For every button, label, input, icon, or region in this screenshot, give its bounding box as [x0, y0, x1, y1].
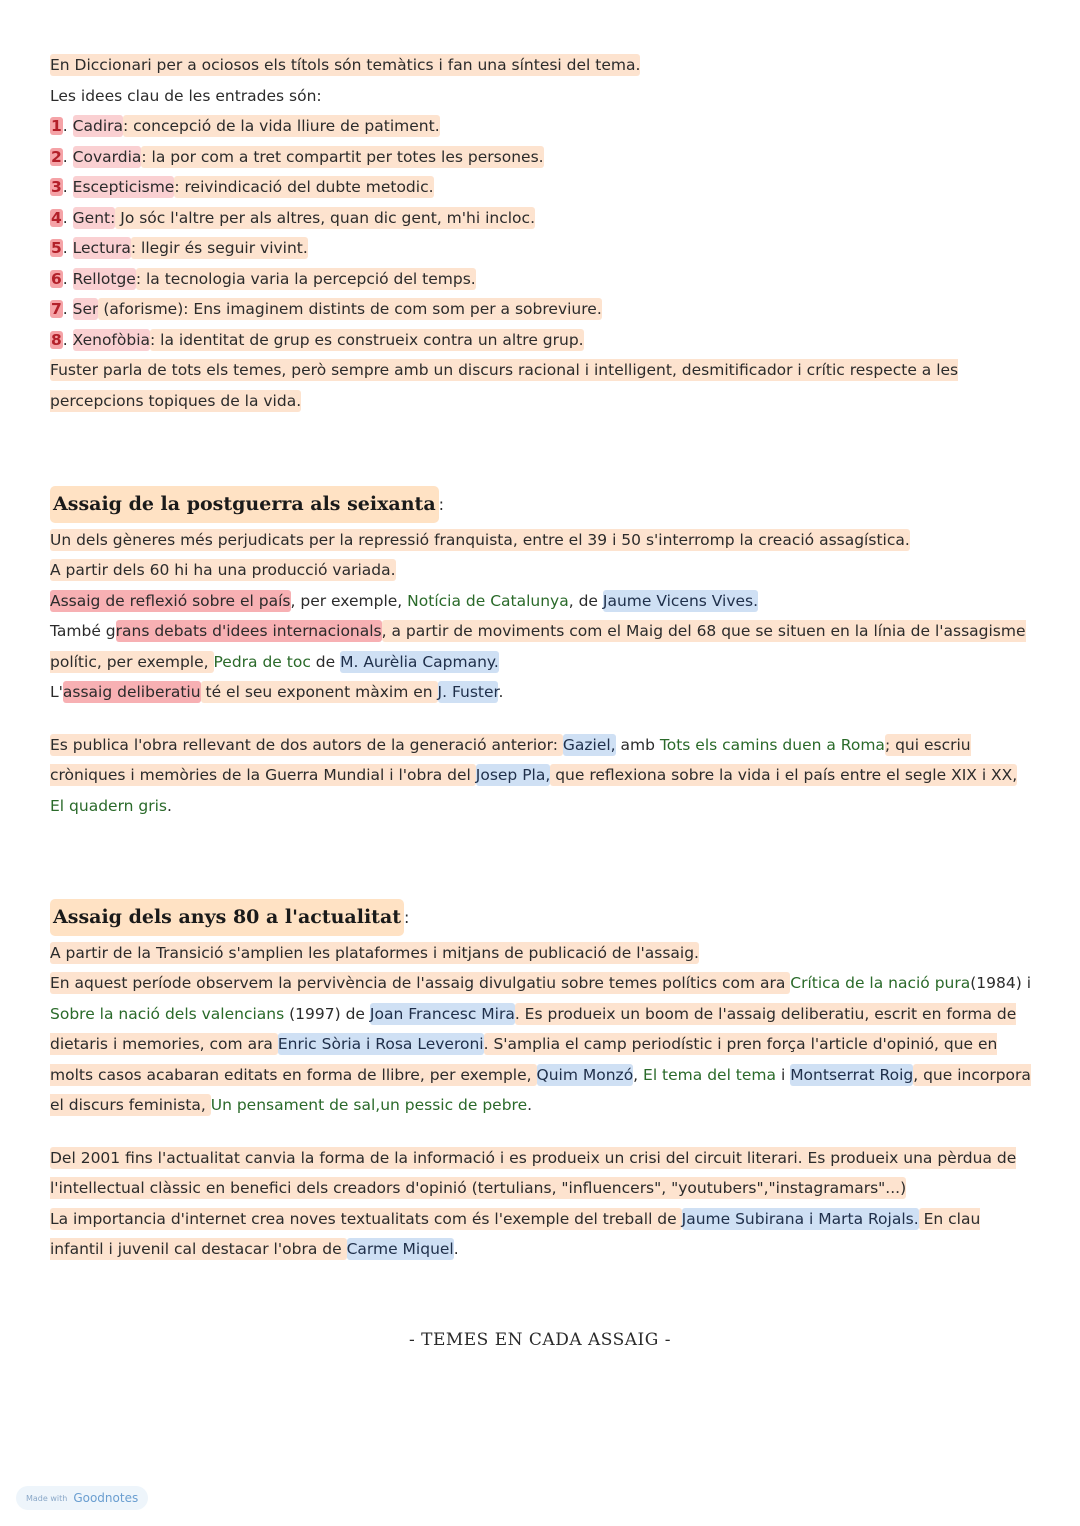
goodnotes-badge: [16, 1486, 148, 1510]
entry-term: Cadira: [72, 117, 123, 135]
entry-item: [50, 294, 1035, 325]
paragraph-text: . Es produeix un boom de l'assaig deliberatiu, escrit en forma de dietaris i memories, com ara: [50, 1004, 1017, 1053]
paragraph-text: . S'amplia el camp periodístic i pren força l'article d'opinió, que en molts casos acabaran editats en forma de llibre, per exemple,: [50, 1035, 998, 1084]
entry-term: Ser: [72, 300, 99, 318]
entry-item: [50, 172, 1035, 203]
paragraph-text: de: [310, 652, 341, 671]
paragraph: [50, 938, 1035, 969]
paragraph: [50, 1204, 1035, 1265]
entry-item: [50, 142, 1035, 173]
author-name: Jaume Subirana i Marta Rojals.: [681, 1209, 919, 1228]
entry-item: [50, 325, 1035, 356]
entry-number: 7: [51, 300, 62, 318]
entry-separator: .: [62, 330, 73, 349]
entry-separator: .: [62, 178, 73, 196]
entry-number: 2: [51, 147, 62, 166]
entry-separator: .: [62, 117, 73, 135]
paragraph-text: A partir dels 60 hi ha una producció variada.: [50, 561, 396, 579]
paragraph: [50, 968, 1035, 1121]
author-name: Quim Monzó: [536, 1065, 634, 1084]
paragraph-text: Un dels gèneres més perjudicats per la repressió franquista, entre el 39 i 50 s'interromp la creació assagística.: [50, 530, 910, 549]
paragraph-text: que reflexiona sobre la vida i el país entre el segle XIX i XX,: [550, 766, 1018, 784]
entry-term: Lectura: [72, 239, 131, 257]
paragraph: [50, 730, 1035, 822]
paragraph: [50, 677, 1035, 708]
section-title: Assaig dels anys 80 a l'actualitat: [50, 899, 404, 936]
entry-item: [50, 203, 1035, 234]
paragraph-text: L': [50, 683, 63, 701]
paragraph-text: En aquest període observem la pervivència de l'assaig divulgatiu sobre temes polítics com ara: [50, 974, 791, 992]
author-name: Montserrat Roig: [790, 1065, 914, 1084]
title-colon: :: [404, 908, 410, 927]
author-name: Jaume Vicens Vives.: [602, 591, 759, 610]
entry-description: : reivindicació del dubte metodic.: [174, 178, 434, 196]
work-title: Tots els camins duen a Roma: [659, 735, 885, 754]
paragraph-text: , per exemple,: [290, 591, 408, 610]
work-title: El tema del tema: [643, 1065, 777, 1084]
paragraph-text: .: [498, 683, 504, 701]
paragraph-text: .: [453, 1240, 459, 1258]
intro-text: Les idees clau de les entrades són:: [50, 86, 322, 105]
paragraph: [50, 616, 1035, 677]
section-heading: [50, 486, 1035, 523]
paragraph-text: , que incorpora el discurs feminista,: [50, 1065, 1031, 1114]
document-body: [50, 50, 1035, 1265]
entry-item: [50, 233, 1035, 264]
entry-number: 6: [51, 269, 62, 288]
paragraph-text: té el seu exponent màxim en: [200, 683, 438, 701]
section-postguerra: [50, 486, 1035, 821]
section-title: Assaig de la postguerra als seixanta: [50, 486, 439, 523]
closing-paragraph: [50, 355, 1035, 416]
section-actualitat: [50, 899, 1035, 1265]
author-name: J. Fuster: [437, 683, 499, 701]
paragraph: [50, 555, 1035, 586]
work-title: Un pensament de sal,un pessic de pebre: [210, 1096, 528, 1114]
entry-description: (aforisme): Ens imaginem distints de com som per a sobreviure.: [98, 300, 602, 318]
paragraph-text: També g: [50, 622, 116, 640]
highlight-term: Assaig de reflexió sobre el país: [50, 591, 291, 610]
entry-number: 8: [51, 330, 62, 349]
paragraph: [50, 1143, 1035, 1204]
entry-number: 1: [51, 117, 62, 135]
entry-term: Rellotge: [72, 269, 136, 288]
entry-description: : la por com a tret compartit per totes les persones.: [141, 147, 544, 166]
entry-number: 5: [51, 239, 62, 257]
paragraph-text: ; qui escriu cròniques i memòries de la Guerra Mundial i l'obra del: [50, 735, 971, 784]
entry-description: : la identitat de grup es construeix contra un altre grup.: [150, 330, 584, 349]
entry-item: [50, 264, 1035, 295]
entries-list: [50, 111, 1035, 355]
paragraph-text: .: [527, 1096, 533, 1114]
entry-term: Xenofòbia: [72, 330, 151, 349]
work-title: Notícia de Catalunya: [407, 591, 569, 610]
paragraph-text: i: [776, 1065, 791, 1084]
work-title: Pedra de toc: [213, 652, 311, 671]
paragraph: [50, 525, 1035, 556]
paragraph-text: , de: [568, 591, 603, 610]
paragraph-text: (1997) de: [284, 1004, 370, 1023]
section-heading: [50, 899, 1035, 936]
entry-term: Gent:: [72, 208, 116, 227]
closing-text: Fuster parla de tots els temes, però sempre amb un discurs racional i intelligent, desmitificador i crític respecte a les percepcions topiques de la vida.: [50, 361, 959, 410]
entry-separator: .: [62, 208, 73, 227]
work-title: Crítica de la nació pura: [790, 974, 971, 992]
author-name: Carme Miquel: [346, 1240, 454, 1258]
author-name: Joan Francesc Mira: [369, 1004, 515, 1023]
paragraph-text: A partir de la Transició s'amplien les plataformes i mitjans de publicació de l'assaig.: [50, 943, 699, 962]
paragraph-text: Es publica l'obra rellevant de dos autors de la generació anterior:: [50, 735, 563, 754]
author-name: Gaziel,: [562, 735, 616, 754]
intro-text: En Diccionari per a ociosos els títols són temàtics i fan una síntesi del tema.: [50, 56, 641, 74]
entry-separator: .: [62, 300, 73, 318]
paragraph-text: ,: [633, 1065, 644, 1084]
entry-separator: .: [62, 269, 73, 288]
paragraph-text: Del 2001 fins l'actualitat canvia la forma de la informació i es produeix un crisi del circuit literari. Es produeix una pèrdua de l'intellectual clàssic en benefici dels creadors d'opinió (tertulians, "influencers", "youtubers","instagramars"...): [50, 1148, 1017, 1197]
entry-description: Jo sóc l'altre per als altres, quan dic gent, m'hi incloc.: [115, 208, 535, 227]
author-name: M. Aurèlia Capmany.: [340, 652, 499, 671]
paragraph-text: , a partir de moviments com el Maig del 68 que se situen en la línia de l'assagisme polític, per exemple,: [50, 622, 1026, 671]
paragraph-text: amb: [615, 735, 660, 754]
intro-line: [50, 81, 1035, 112]
highlight-term: rans debats d'idees internacionals: [115, 622, 382, 640]
entry-separator: .: [62, 147, 73, 166]
next-section-heading: - TEMES EN CADA ASSAIG -: [408, 1330, 672, 1350]
title-colon: :: [438, 495, 445, 514]
brand-logo: Goodnotes: [73, 1491, 139, 1505]
work-title: Sobre la nació dels valencians: [50, 1004, 285, 1023]
entry-item: [50, 111, 1035, 142]
entry-number: 3: [51, 178, 62, 196]
entry-description: : concepció de la vida lliure de patiment.: [123, 117, 440, 135]
entry-term: Escepticisme: [72, 178, 175, 196]
paragraph-text: .: [167, 796, 172, 815]
author-name: Enric Sòria i Rosa Leveroni: [277, 1035, 484, 1053]
paragraph-text: (1984) i: [970, 974, 1032, 992]
author-name: Josep Pla,: [475, 766, 551, 784]
paragraph: [50, 586, 1035, 617]
entry-separator: .: [62, 239, 73, 257]
entry-description: : la tecnologia varia la percepció del temps.: [135, 269, 476, 288]
paragraph-text: En clau infantil i juvenil cal destacar l'obra de: [50, 1209, 981, 1258]
work-title: El quadern gris: [50, 796, 168, 815]
intro-line: [50, 50, 1035, 81]
entry-term: Covardia: [72, 147, 142, 166]
entry-description: : llegir és seguir vivint.: [130, 239, 308, 257]
made-with-label: Made with: [26, 1493, 68, 1503]
paragraph-text: La importancia d'internet crea noves textualitats com és l'exemple del treball de: [50, 1209, 682, 1228]
highlight-term: assaig deliberatiu: [62, 683, 201, 701]
entry-number: 4: [51, 208, 62, 227]
